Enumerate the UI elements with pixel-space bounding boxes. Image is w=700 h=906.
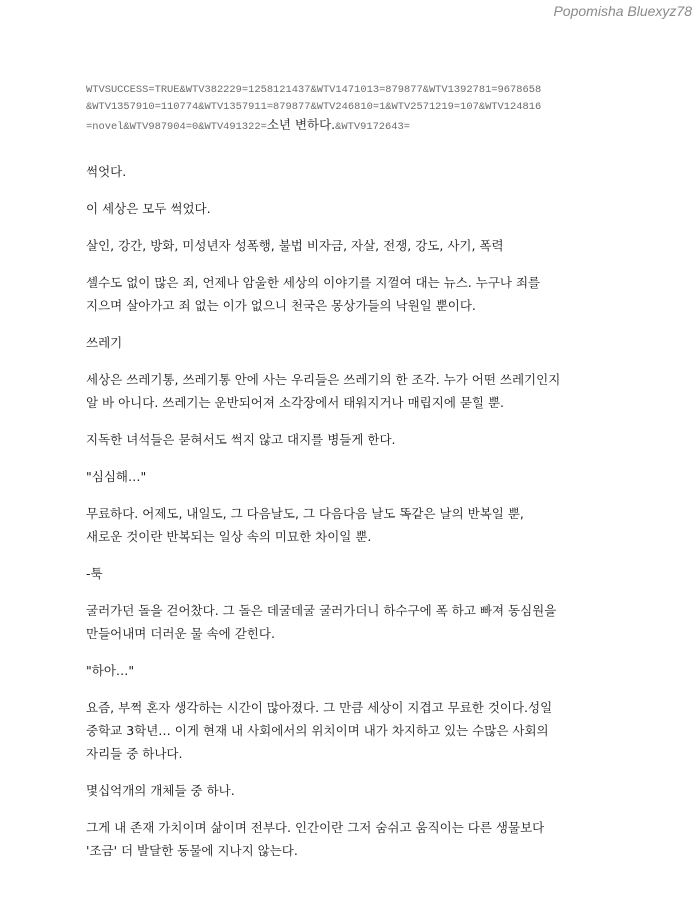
paragraph (86, 816, 626, 862)
paragraph-line: 새로운 것이란 반복되는 일상 속의 미묘한 차이일 뿐. (86, 529, 372, 544)
watermark: Popomisha Bluexyz78 (553, 3, 692, 19)
paragraph-line: 알 바 아니다. 쓰레기는 운반되어져 소각장에서 태워지거나 매립지에 묻힐 뿐. (86, 395, 505, 410)
paragraph-line: 중학교 3학년… 이게 현재 내 사회에서의 위치이며 내가 차지하고 있는 수많은 사회의 (86, 723, 549, 738)
paragraph-line: 그게 내 존재 가치이며 삶이며 전부다. 인간이란 그저 숨쉬고 움직이는 다른 생물보다 (86, 820, 545, 835)
paragraph-line: 지으며 살아가고 죄 없는 이가 없으니 천국은 몽상가들의 낙원일 뿐이다. (86, 298, 476, 313)
paragraph-line: '조금' 더 발달한 동물에 지나지 않는다. (86, 843, 298, 858)
paragraph-line: 셀수도 없이 많은 죄, 언제나 암울한 세상의 이야기를 지껄여 대는 뉴스. 누구나 죄를 (86, 275, 541, 290)
header-line-2: &WTV1357910=110774&WTV1357911=879877&WTV246810=1&WTV2571219=107&WTV124816 (86, 101, 542, 113)
paragraph (86, 197, 626, 220)
paragraph-line: 요즘, 부쩍 혼자 생각하는 시간이 많아졌다. 그 만큼 세상이 지겹고 무료한 것이다.성일 (86, 700, 553, 715)
paragraph-line: 무료하다. 어제도, 내일도, 그 다음날도, 그 다음다음 날도 똑같은 날의 반복일 뿐, (86, 506, 524, 521)
paragraph-line: -툭 (86, 566, 103, 581)
paragraph (86, 659, 626, 682)
header-line-3-prefix: =novel&WTV987904=0&WTV491322= (86, 121, 267, 133)
paragraph-line: 만들어내며 더러운 물 속에 갇힌다. (86, 626, 275, 641)
paragraph-line: 몇십억개의 개체들 중 하나. (86, 783, 235, 798)
paragraph-line: "하아…" (86, 663, 135, 678)
header-block (86, 82, 626, 136)
paragraph (86, 562, 626, 585)
paragraph (86, 234, 626, 257)
story-body (86, 160, 626, 876)
paragraph (86, 271, 626, 317)
paragraph (86, 368, 626, 414)
paragraph-line: 쓰레기 (86, 335, 123, 350)
paragraph-line: "심심해…" (86, 469, 147, 484)
header-line-3-suffix: &WTV9172643= (335, 121, 410, 133)
paragraph (86, 428, 626, 451)
paragraph-line: 지독한 녀석들은 묻혀서도 썩지 않고 대지를 병들게 한다. (86, 432, 396, 447)
novel-title: 소년 변하다. (266, 117, 336, 132)
paragraph (86, 160, 626, 183)
paragraph-line: 자리들 중 하나다. (86, 746, 183, 761)
paragraph-line: 굴러가던 돌을 걷어찼다. 그 돌은 데굴데굴 굴러가더니 하수구에 폭 하고 빠져 동심원을 (86, 603, 557, 618)
paragraph (86, 331, 626, 354)
paragraph-line: 살인, 강간, 방화, 미성년자 성폭행, 불법 비자금, 자살, 전쟁, 강도, 사기, 폭력 (86, 238, 504, 253)
header-line-1: WTVSUCCESS=TRUE&WTV382229=1258121437&WTV1471013=879877&WTV1392781=9678658 (86, 84, 542, 96)
paragraph (86, 465, 626, 488)
paragraph (86, 502, 626, 548)
paragraph (86, 779, 626, 802)
paragraph-line: 썩엇다. (86, 164, 127, 179)
paragraph (86, 599, 626, 645)
header-line-3 (86, 116, 626, 136)
paragraph (86, 696, 626, 765)
paragraph-line: 세상은 쓰레기통, 쓰레기통 안에 사는 우리들은 쓰레기의 한 조각. 누가 어떤 쓰레기인지 (86, 372, 561, 387)
paragraph-line: 이 세상은 모두 썩었다. (86, 201, 211, 216)
